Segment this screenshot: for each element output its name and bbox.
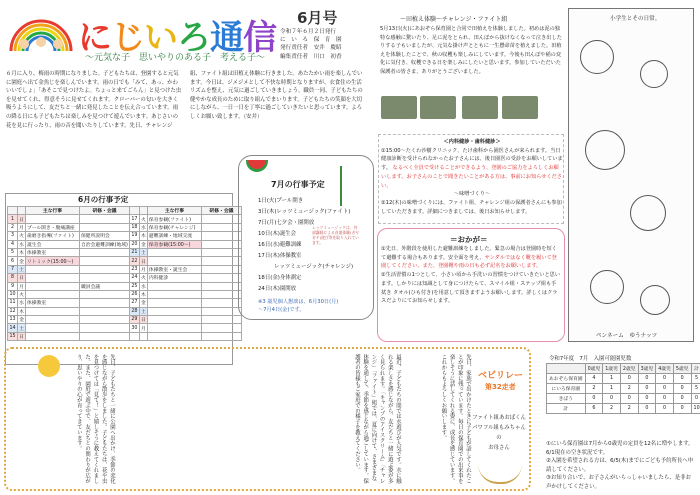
editor: 編集責任者 川口 初香: [280, 53, 342, 60]
calendar-cell-meeting: [80, 299, 130, 307]
enrollment-cell: 0: [620, 394, 638, 404]
enrollment-cell: 0: [673, 404, 691, 414]
calendar-cell-day: 5: [8, 248, 18, 256]
calendar-cell-meeting: [201, 307, 241, 315]
calendar-row: [8, 316, 242, 324]
calendar-cell-wd: 金: [139, 240, 147, 248]
calendar-cell-day: 17: [131, 216, 138, 222]
enrollment-cell: 1: [603, 374, 621, 384]
calendar-cell-wd: 木: [18, 307, 26, 315]
calendar-cell-event: [147, 282, 201, 290]
calendar-cell-event: リトミック(15:00〜): [26, 257, 80, 265]
calendar-cell-day: 13: [9, 317, 16, 323]
calendar-cell-meeting: [201, 274, 241, 282]
june-calendar-title: 6月の行事予定: [78, 195, 129, 204]
calendar-cell-meeting: [201, 257, 241, 265]
calendar-cell-wd: 日: [139, 316, 147, 324]
calendar-cell-meeting: [201, 299, 241, 307]
june-calendar: [7, 206, 242, 341]
enrollment-header: 計: [691, 364, 700, 374]
calendar-cell-meeting: [201, 282, 241, 290]
enrollment-header: [547, 364, 586, 374]
calendar-header: 研修・会議: [201, 207, 241, 215]
calendar-cell-day: 11: [9, 300, 16, 306]
rice-planting-heading: 〜田植え体験〜チャレンジ・ファイト組: [400, 16, 508, 23]
enrollment-header: 2歳児: [620, 364, 638, 374]
enrollment-cell: 0: [585, 394, 603, 404]
requests-text: ①先日、外階段を使用した避難訓練をしました。緊急の場合は登園時を短くて避難する場合もあります。安全面を考え、: [381, 246, 557, 261]
calendar-cell-event: [26, 265, 80, 273]
calendar-cell-event: 内科健診: [147, 274, 201, 282]
calendar-cell-event: 保育参観(チャレンジ): [147, 223, 201, 231]
calendar-cell-wd: 月: [139, 324, 147, 332]
calendar-cell-meeting: [80, 316, 130, 324]
calendar-table: [7, 206, 242, 341]
calendar-cell-event: [26, 215, 80, 223]
calendar-cell-meeting: [201, 290, 241, 298]
calendar-cell-event: [26, 290, 80, 298]
calendar-cell-day: 29: [131, 317, 138, 323]
calendar-cell-meeting: [80, 257, 130, 265]
july-event-item: 1日(火)プール開き: [258, 198, 304, 204]
sketch-face: [590, 270, 624, 304]
calendar-cell-wd: 水: [139, 223, 147, 231]
calendar-cell-event: 歯磨き指導(ファイト): [26, 232, 80, 240]
enrollment-cell: 10: [691, 404, 700, 414]
interview-note-line: ※3 歳児個人懇談は、6月30日(月): [258, 299, 339, 305]
calendar-cell-wd: 日: [18, 274, 26, 282]
calendar-cell-wd: 火: [139, 215, 147, 223]
calendar-cell-event: [26, 316, 80, 324]
calendar-cell-wd: 水: [18, 299, 26, 307]
rice-planting-photo: [502, 96, 538, 119]
calendar-cell-meeting: [80, 307, 130, 315]
sketch-face: [640, 60, 668, 88]
enrollment-header: 0歳児: [585, 364, 603, 374]
calendar-cell-event: [26, 307, 80, 315]
sketch-face: [585, 130, 625, 170]
enrollment-cell: 0: [656, 404, 674, 414]
masthead-title-char: 通: [210, 18, 243, 58]
enrollment-cell: 5: [691, 384, 700, 394]
health-check-section: [381, 138, 563, 216]
interview-note: [258, 298, 338, 314]
calendar-cell-wd: 火: [18, 290, 26, 298]
july-event-item: 7日(月)七夕会・園開放: [258, 220, 315, 226]
calendar-cell-day: 20: [131, 241, 138, 247]
relay-line: パワフル組もみちゃんの: [472, 425, 526, 441]
calendar-cell-day: 2: [8, 223, 18, 231]
enrollment-cell: 0: [638, 374, 656, 384]
calendar-header: [18, 207, 26, 215]
enrollment-cell: 0: [656, 384, 674, 394]
calendar-cell-wd: 水: [139, 282, 147, 290]
enrollment-cell: 0: [620, 374, 638, 384]
calendar-cell-wd: 金: [18, 316, 26, 324]
enrollment-cell: 6: [585, 404, 603, 414]
calendar-cell-meeting: 保健所説明会: [80, 232, 130, 240]
enrollment-cell: 0: [656, 374, 674, 384]
calendar-cell-event: 体操教室: [26, 248, 80, 256]
july-event-item: 18日(金)身体測定: [258, 275, 302, 281]
calendar-cell-day: 9: [8, 282, 18, 290]
calendar-header: 主な行事: [147, 207, 201, 215]
calendar-cell-meeting: 自治会避難訓練(地域): [80, 240, 130, 248]
calendar-row: [8, 299, 242, 307]
intro-article: ６月に入り、梅雨の時期になりました。子どもたちは、登園すると元気に園庭へ出て金魚じを楽しんでいます。雨の日でも「みて、あっ、かわいいでしょ」「あそこで見つけたよ。ちょっと来てごらん」と見つけた虫を見せてくれ、得意そうに見せてくれます。クローバーの匂いを大きく吸うようにして、友だちと一緒に発見したことを伝え合っています。雨の降る日にも子どもたちは楽しみを見つけて遊んでいます。あじさいの花を見に行ったり、雨の音を聞いたりしています。先日、チャレンジ組、ファイト組は田植え体験に行きました。あたたかい雨を楽しんでいます。今日は、ジメジメとして不快な時期となりますが、衣食住の生活リズムを整え、元気に過ごしていきましょう。職員一同、子どもたちの健やかな成長のために取り組んでまいります。子どもたちの笑顔を大切にしながら、一日一日を丁寧に過ごしていきたいと思っています。よろしくお願い致します。（安井）: [6, 71, 363, 129]
calendar-cell-meeting: [201, 316, 241, 324]
masthead-title-char: ろ: [177, 18, 210, 58]
pub-date: 令和７年６月２日発行: [280, 29, 336, 35]
calendar-row: [8, 282, 242, 290]
enrollment-cell: 0: [673, 374, 691, 384]
miso-heading: 〜味噌づくり〜: [453, 191, 491, 198]
enrollment-cell: 0: [673, 394, 691, 404]
masthead-subtitle: 〜元気な子 思いやりのある子 考える子〜: [85, 53, 266, 63]
calendar-cell-meeting: [80, 215, 130, 223]
calendar-row: [8, 307, 242, 315]
enrollment-cell: にいろ保育園: [547, 384, 586, 394]
enrollment-row: [547, 404, 700, 414]
calendar-cell-event: プール開き・腹痛講座: [26, 223, 80, 231]
calendar-cell-event: [147, 324, 201, 332]
calendar-cell-day: 27: [131, 300, 138, 306]
publication-info: [280, 28, 342, 61]
vertical-article-1: 先日、子どもたちと一緒に公園へ出かけ、季節の変化を感じながら散歩をしました。子どもたちは、花や虫を見つけては「見て！」と嬉しそうに教えてくれました。また、園庭で遊ぶ中で、友だちとの関わりが広がり、思いやりの心が育ってきています。: [75, 354, 115, 484]
calendar-cell-day: 18: [131, 224, 138, 230]
calendar-cell-event: 誕生会: [26, 240, 80, 248]
rice-planting-photo: [462, 96, 498, 119]
calendar-row: [8, 223, 242, 231]
calendar-cell-day: 19: [131, 233, 138, 239]
calendar-cell-event: [147, 332, 201, 340]
july-events-list: [258, 196, 353, 295]
rice-planting-photo: [381, 96, 417, 119]
calendar-cell-day: 14: [9, 325, 16, 331]
enrollment-cell: 1: [603, 384, 621, 394]
enrollment-cell: 0: [638, 384, 656, 394]
july-events-title: 7月の行事予定: [271, 180, 325, 189]
calendar-cell-meeting: [201, 248, 241, 256]
calendar-cell-wd: 木: [18, 248, 26, 256]
masthead-title-char: に: [78, 18, 111, 58]
calendar-cell-event: [147, 290, 201, 298]
calendar-cell-day: 28: [131, 308, 138, 314]
requests-section: [381, 245, 561, 306]
calendar-cell-meeting: [80, 265, 130, 273]
calendar-cell-event: [147, 248, 201, 256]
enrollment-cell: 0: [691, 394, 700, 404]
calendar-row: [8, 332, 242, 340]
calendar-cell-meeting: 職員会議: [80, 282, 130, 290]
calendar-cell-day: 10: [9, 292, 16, 298]
july-event-item: 16日(水)避難訓練: [258, 242, 302, 248]
enrollment-cell: 4: [585, 374, 603, 384]
miso-text: ②12(木)の味噌づくりには、ファイト組、チャレンジ組の保護者さんにも参加していただきます。詳細につきましては、後日お知らせします。: [381, 199, 562, 215]
masthead-title-char: 信: [243, 18, 276, 58]
calendar-cell-wd: 火: [18, 232, 26, 240]
comic-caption: 小学生とその日常。: [610, 16, 661, 22]
enrollment-note: ②入園を希望される方は、6/5(木)までにごども予約所長へ申請してください。: [546, 458, 694, 473]
july-event-item: 24日(木)園開放: [258, 286, 297, 292]
calendar-header: [8, 207, 18, 215]
enrollment-cell: あおぞら保育園: [547, 374, 586, 384]
july-event-item: レッツミュージック(チャレンジ): [258, 264, 354, 270]
health-check-text: ①15:00〜たくわ沙樹クリニック、たけ歯科から園医さんが来られます。当日健康診断を受けられなかったお子さんには、後日園医の受診をお願いしています。: [381, 147, 563, 172]
calendar-cell-event: [147, 307, 201, 315]
sketch-face: [630, 195, 666, 231]
calendar-header: [139, 207, 147, 215]
calendar-cell-event: [147, 257, 201, 265]
calendar-cell-event: [26, 332, 80, 340]
calendar-cell-meeting: [80, 274, 130, 282]
calendar-cell-meeting: [80, 248, 130, 256]
calendar-cell-meeting: [201, 215, 241, 223]
calendar-cell-event: 体操教室・誕生会: [147, 265, 201, 273]
enrollment-cell: 0: [638, 394, 656, 404]
enrollment-notes: [546, 440, 696, 492]
calendar-cell-wd: 日: [18, 215, 26, 223]
calendar-cell-day: 21: [131, 250, 138, 256]
rice-planting-article: 5月13日(火)にあおぞら保育園と合同で田植えを体験しました。初めは泥の独特な感触に驚いたり、足に泥をとられ、田んぼから抜けなくなって泣き出したりする子もいましたが、元気な掛け声とともに一生懸命苗を植えました。田植えを体験したことで、秋の収穫も楽しみにしています。今後も田んぼや稲の変化に気付き、収穫できる日を楽しみにしたいと思います。参加していただいた保護者の皆さま、ありがとうございました。: [380, 26, 562, 75]
rice-planting-photo: [420, 96, 456, 119]
calendar-cell-day: 8: [8, 274, 18, 282]
calendar-cell-event: [147, 316, 201, 324]
calendar-cell-event: [26, 274, 80, 282]
calendar-cell-day: 3: [8, 232, 18, 240]
baby-relay-author: [470, 413, 528, 453]
enrollment-cell: 2: [585, 384, 603, 394]
calendar-cell-meeting: [201, 332, 241, 340]
calendar-cell-wd: 土: [18, 265, 26, 273]
enrollment-cell: 5: [691, 374, 700, 384]
enrollment-header: 3歳児: [638, 364, 656, 374]
enrollment-header: 4歳児: [656, 364, 674, 374]
music-leaflet-note: レッツミュージックは、外部講師による音楽体験(ガヤガヤ)遊び等を取り入れています。: [312, 225, 360, 245]
calendar-cell-wd: 日: [139, 257, 147, 265]
calendar-row: [8, 215, 242, 223]
calendar-cell-wd: 火: [139, 274, 147, 282]
calendar-cell-day: [129, 332, 139, 340]
health-check-notice: なるべく全員で受けることができるよう、登園のご協力をよろしくお願いします。お子さんのことで聞きたいことがある方は、事前にお知らせください。: [381, 165, 562, 189]
calendar-row: [8, 257, 242, 265]
vertical-article-2: 最近、子どもたちの間では水遊びが人気です。水に触れる楽しさを感じながら、友だちと一緒に遊ぶ姿が多く見られます。「キャンプのアイスクリーム」「チャレンジ」「ファイト」組では、夏に向けて、さまざまな体験を通して、季節を感じながら過ごしています。保護者の皆様もご家庭での様子を教えてください。: [353, 354, 401, 484]
calendar-cell-meeting: [80, 223, 130, 231]
calendar-row: [8, 265, 242, 273]
calendar-cell-event: 保育参観(15:00〜): [147, 240, 201, 248]
calendar-cell-wd: [139, 332, 147, 340]
calendar-row: [8, 274, 242, 282]
issue-label: 6月号: [297, 9, 338, 27]
calendar-cell-wd: 土: [139, 248, 147, 256]
calendar-cell-event: [26, 282, 80, 290]
enrollment-title: 令和7年度 7月 入園可能園児数: [549, 356, 632, 362]
calendar-cell-wd: 木: [139, 290, 147, 298]
calendar-cell-meeting: [201, 324, 241, 332]
calendar-cell-wd: 土: [139, 307, 147, 315]
enrollment-note: ①にいろ保育園は7月から0歳児の定員を12名に増やします。6/1現在の空き状況です。: [546, 441, 694, 456]
relay-line: ファイト組あおばくん: [472, 415, 526, 421]
enrollment-header: 5歳児: [673, 364, 691, 374]
calendar-header: [129, 207, 139, 215]
calendar-cell-day: 12: [9, 308, 16, 314]
calendar-cell-day: 4: [8, 240, 18, 248]
enrollment-cell: 2: [620, 384, 638, 394]
baby-relay-runner: 第32走者: [485, 383, 516, 391]
enrollment-header: 1歳児: [603, 364, 621, 374]
masthead-title-char: じ: [111, 18, 144, 58]
calendar-cell-wd: 月: [18, 282, 26, 290]
calendar-row: [8, 290, 242, 298]
enrollment-cell: 0: [673, 384, 691, 394]
calendar-cell-day: 15: [9, 334, 16, 340]
shoe-notice: サンダルではなく靴を履いて登園してください。また、登園靴や雨の日も必ず記名をお願いします。: [381, 254, 557, 270]
calendar-cell-wd: 日: [18, 332, 26, 340]
calendar-cell-meeting: [201, 223, 241, 231]
calendar-cell-meeting: [80, 290, 130, 298]
calendar-cell-event: 保育参観(ファイト): [147, 215, 201, 223]
calendar-row: [8, 248, 242, 256]
calendar-cell-event: 体操教室: [26, 299, 80, 307]
enrollment-cell: 2: [620, 404, 638, 414]
calendar-cell-event: [147, 299, 201, 307]
masthead-title-char: い: [144, 18, 177, 58]
calendar-cell-day: 30: [131, 325, 138, 331]
calendar-cell-wd: 月: [18, 223, 26, 231]
handwash-text: ②生活習慣の1つとして、小さい頃から手洗いの習慣をつけていきたいと思います。しかりには知識として身につけたらて、スマイル組・ステップ組も手拭き タオル(ひも付き)を用意して頂きますようお願いします。詳しくはクラスだよりにてお知らせします。: [381, 272, 561, 305]
enrollment-cell: 2: [603, 404, 621, 414]
july-event-item: 10日(木)誕生会: [258, 231, 297, 237]
publisher: 発行責任者 安井 慶昭: [280, 45, 342, 52]
calendar-header: 研修・会議: [80, 207, 130, 215]
enrollment-note: ③お知り合いで、お子さんがいらっしゃいましたら、是非お声かけしてください。: [546, 475, 691, 490]
enrollment-row: [547, 394, 700, 404]
school-name: に い ろ 保 育 園: [280, 37, 342, 44]
calendar-row: [8, 240, 242, 248]
calendar-cell-wd: 木: [139, 232, 147, 240]
enrollment-cell: 計: [547, 404, 586, 414]
calendar-header: 主な行事: [26, 207, 80, 215]
calendar-row: [8, 324, 242, 332]
enrollment-row: [547, 384, 700, 394]
calendar-cell-meeting: [80, 332, 130, 340]
calendar-cell-meeting: [201, 240, 241, 248]
interview-note-line: 〜7月4日(金)です。: [258, 307, 305, 313]
calendar-cell-wd: 水: [18, 240, 26, 248]
sketch-face: [640, 285, 670, 315]
calendar-cell-event: [26, 324, 80, 332]
baby-relay-title: ベビリレー: [478, 371, 524, 381]
relay-line: お母さん: [488, 445, 510, 451]
rainbow-kids-illustration: [6, 6, 76, 56]
requests-title: ＝おかが＝: [450, 235, 488, 244]
calendar-cell-day: 25: [131, 283, 138, 289]
enrollment-cell: 0: [603, 394, 621, 404]
calendar-row: [8, 232, 242, 240]
july-event-item: 3日(木)レッツミュージック(ファイト): [258, 209, 351, 215]
calendar-cell-event: 避難訓練・地域交流: [147, 232, 201, 240]
calendar-cell-day: 22: [131, 258, 138, 264]
calendar-cell-day: 23: [131, 266, 138, 272]
calendar-cell-day: 7: [8, 265, 18, 273]
calendar-cell-wd: 土: [18, 324, 26, 332]
enrollment-cell: きぼう: [547, 394, 586, 404]
calendar-cell-day: 24: [131, 275, 138, 281]
comic-pen-name: ペンネーム ゆうナッツ: [596, 333, 658, 339]
health-check-title: ＜内科健診・歯科健診＞: [443, 139, 501, 145]
july-event-item: 17日(木)体操教室: [258, 253, 302, 259]
enrollment-cell: 0: [656, 394, 674, 404]
calendar-cell-meeting: [201, 265, 241, 273]
calendar-cell-wd: 金: [139, 299, 147, 307]
calendar-cell-wd: 月: [139, 265, 147, 273]
enrollment-row: [547, 374, 700, 384]
calendar-cell-day: 6: [8, 257, 18, 265]
calendar-cell-day: 26: [131, 292, 138, 298]
sketch-face: [580, 40, 614, 74]
enrollment-cell: 0: [638, 404, 656, 414]
calendar-cell-meeting: [80, 324, 130, 332]
calendar-cell-day: 1: [8, 215, 18, 223]
enrollment-table: [546, 363, 700, 414]
vertical-article-3: 先日、家族で出かけたときに子どもが話してくれたことが印象に残っています。毎日の保育園での出来事を楽しそうに話してくれる姿に、成長を感じています。これからもよろしくお願いします。: [440, 354, 471, 484]
calendar-cell-meeting: [201, 232, 241, 240]
calendar-cell-wd: 金: [18, 257, 26, 265]
